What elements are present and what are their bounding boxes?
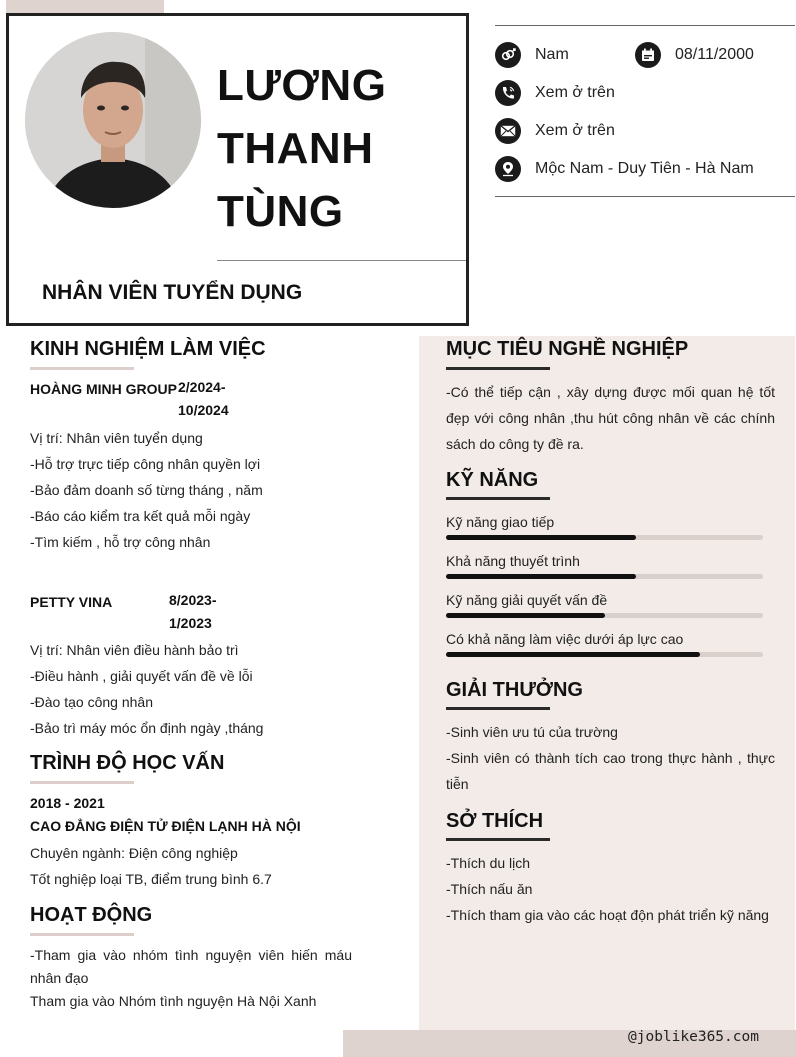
candidate-name <box>217 54 386 243</box>
hobby-item: -Thích tham gia vào các hoạt độn phát triển kỹ năng <box>446 907 769 923</box>
contact-birthdate <box>635 42 754 68</box>
activities-underline <box>30 933 134 936</box>
skill-label: Khả năng thuyết trình <box>446 553 580 569</box>
education-result: Tốt nghiệp loại TB, điểm trung bình 6.7 <box>30 871 272 887</box>
job-title: NHÂN VIÊN TUYỂN DỤNG <box>42 281 303 304</box>
job-1-company: HOÀNG MINH GROUP <box>30 381 177 397</box>
job-1-period <box>178 376 229 422</box>
experience-underline <box>30 367 134 370</box>
education-major: Chuyên ngành: Điện công nghiệp <box>30 845 238 861</box>
birthdate-value: 08/11/2000 <box>675 46 754 63</box>
contact-address <box>495 156 754 182</box>
awards-title: GIẢI THƯỞNG <box>446 679 583 701</box>
job-1-line: -Báo cáo kiểm tra kết quả mỗi ngày <box>30 508 251 524</box>
awards-underline <box>446 707 550 710</box>
award-item: -Sinh viên có thành tích cao trong thực hành , thực tiễn <box>446 750 775 792</box>
skills-title: KỸ NĂNG <box>446 469 539 491</box>
skill-bar-fill <box>446 574 636 579</box>
education-school: CAO ĐẲNG ĐIỆN TỬ ĐIỆN LẠNH HÀ NỘI <box>30 818 301 834</box>
gender-value: Nam <box>535 46 569 63</box>
skill-bar-track <box>446 613 763 618</box>
job-2-company: PETTY VINA <box>30 594 113 610</box>
phone-value: Xem ở trên <box>535 84 615 101</box>
gender-icon <box>495 42 521 68</box>
job-2-line: -Đào tạo công nhân <box>30 694 153 710</box>
job-1-period-start: 2/2024- <box>178 379 226 395</box>
hobbies-underline <box>446 838 550 841</box>
contact-phone <box>495 80 615 106</box>
awards-list <box>446 719 775 797</box>
profile-photo <box>25 32 201 208</box>
skill-bar-track <box>446 652 763 657</box>
name-line-2: THANH <box>217 124 374 173</box>
job-1-line: -Bảo đảm doanh số từng tháng , năm <box>30 482 263 498</box>
skill-label: Có khả năng làm việc dưới áp lực cao <box>446 631 684 647</box>
activity-item: Tham gia vào Nhóm tình nguyện Hà Nội Xanh <box>30 993 317 1009</box>
skill-bar-fill <box>446 535 636 540</box>
job-2-period-start: 8/2023- <box>169 592 217 608</box>
skill-label: Kỹ năng giao tiếp <box>446 514 555 530</box>
contact-email <box>495 118 615 144</box>
objective-text: -Có thể tiếp cận , xây dựng được mối quan hệ tốt đẹp với công nhân ,thu hút công nhân về các chính sách do công ty đề ra. <box>446 384 775 452</box>
job-2-period <box>169 589 216 635</box>
job-2-line: -Điều hành , giải quyết vấn đề về lỗi <box>30 668 253 684</box>
phone-icon <box>495 80 521 106</box>
footer-watermark: @joblike365.com <box>628 1029 759 1045</box>
hobbies-title: SỞ THÍCH <box>446 810 544 832</box>
education-details <box>30 792 301 838</box>
contact-gender <box>495 42 569 68</box>
job-2-line: -Bảo trì máy móc ổn định ngày ,tháng <box>30 720 264 736</box>
job-1-line: -Hỗ trợ trực tiếp công nhân quyền lợi <box>30 456 261 472</box>
job-1-line: -Tìm kiếm , hỗ trợ công nhân <box>30 534 211 550</box>
education-extra <box>30 840 272 892</box>
activities-list <box>30 944 352 1013</box>
job-2-period-end: 1/2023 <box>169 615 212 631</box>
hobbies-list <box>446 850 775 928</box>
skill-bar-track <box>446 574 763 579</box>
objective-title: MỤC TIÊU NGHỀ NGHIỆP <box>446 338 689 360</box>
job-1-line: Vị trí: Nhân viên tuyển dụng <box>30 430 203 446</box>
skill-label: Kỹ năng giải quyết vấn đề <box>446 592 608 608</box>
name-line-3: TÙNG <box>217 187 344 236</box>
job-2-line: Vị trí: Nhân viên điều hành bảo trì <box>30 642 239 658</box>
skills-underline <box>446 497 550 500</box>
experience-title: KINH NGHIỆM LÀM VIỆC <box>30 338 266 360</box>
education-underline <box>30 781 134 784</box>
education-years: 2018 - 2021 <box>30 795 105 811</box>
contact-divider-top <box>495 25 795 26</box>
address-value: Mộc Nam - Duy Tiên - Hà Nam <box>535 160 754 177</box>
contact-divider-bottom <box>495 196 795 197</box>
name-divider <box>217 260 466 261</box>
activities-title: HOẠT ĐỘNG <box>30 904 153 926</box>
hobby-item: -Thích du lịch <box>446 855 531 871</box>
skill-bar-fill <box>446 652 700 657</box>
location-pin-icon <box>495 156 521 182</box>
envelope-icon <box>495 118 521 144</box>
activity-item: -Tham gia vào nhóm tình nguyện viên hiến máu nhân đạo <box>30 947 352 986</box>
name-line-1: LƯƠNG <box>217 61 387 110</box>
education-title: TRÌNH ĐỘ HỌC VẤN <box>30 752 225 774</box>
award-item: -Sinh viên ưu tú của trường <box>446 724 618 740</box>
job-2-details <box>30 637 263 741</box>
skill-bar-track <box>446 535 763 540</box>
objective-underline <box>446 367 550 370</box>
job-1-details <box>30 425 263 555</box>
hobby-item: -Thích nấu ăn <box>446 881 533 897</box>
calendar-icon <box>635 42 661 68</box>
skill-bar-fill <box>446 613 605 618</box>
job-1-period-end: 10/2024 <box>178 402 229 418</box>
email-value: Xem ở trên <box>535 122 615 139</box>
